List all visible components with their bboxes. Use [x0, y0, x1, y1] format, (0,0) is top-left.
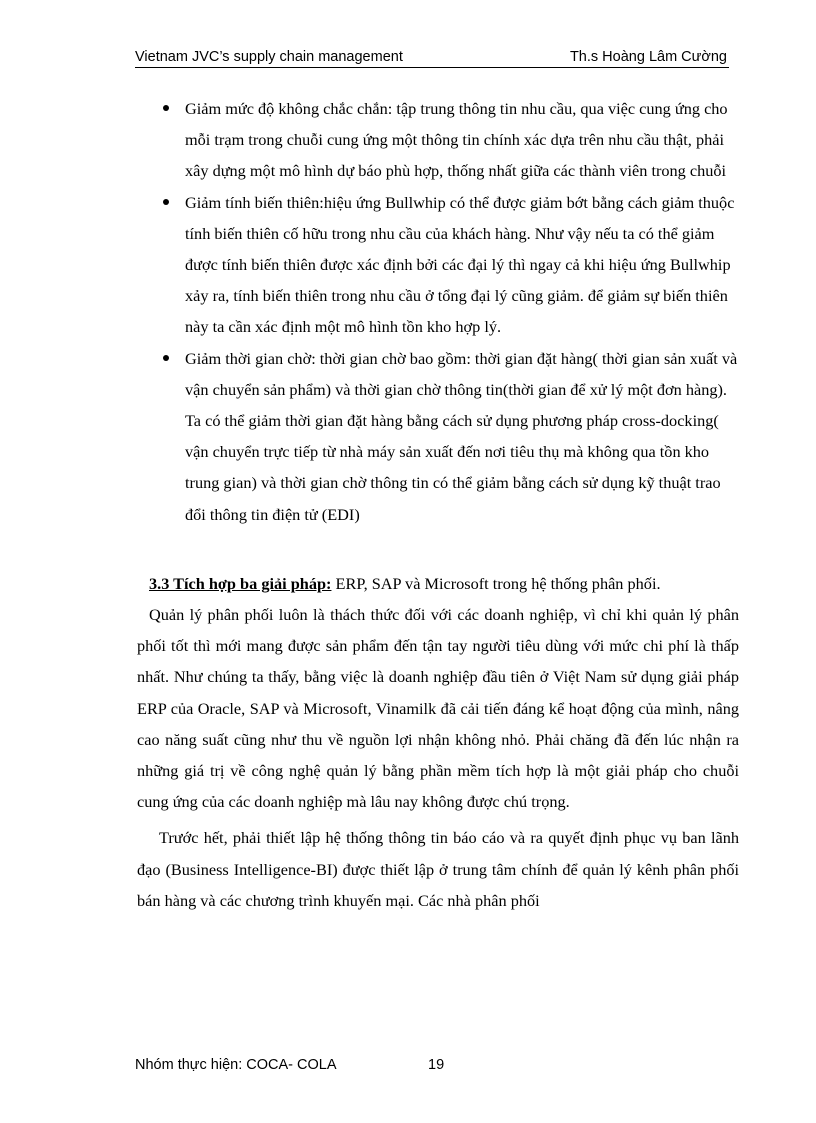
- header-author: Th.s Hoàng Lâm Cường: [569, 49, 727, 65]
- page-header: [135, 49, 729, 68]
- page-content: [137, 93, 739, 916]
- bullet-text: Giảm tính biến thiên:hiệu ứng Bullwhip có thể được giảm bớt bằng cách giảm thuộc tính biến thiên cố hữu trong nhu cầu của khách hàng. Như vậy nếu ta có thể giảm được tính biến thiên được xác định bởi các đại lý thì ngay cả khi hiệu ứng Bullwhip xảy ra, tính biến thiên trong nhu cầu ở tổng đại lý cũng giảm. để giảm sự biến thiên này ta cần xác định một mô hình tồn kho hợp lý.: [185, 192, 735, 337]
- bullet-item: [137, 93, 739, 187]
- paragraph: Trước hết, phải thiết lập hệ thống thông tin báo cáo và ra quyết định phục vụ ban lãnh đạo (Business Intelligence-BI) được thiết lập ở trung tâm chính để quản lý kênh phân phối bán hàng và các chương trình khuyến mại. Các nhà phân phối: [137, 828, 739, 910]
- page-footer: [135, 1057, 445, 1073]
- bullet-list: [137, 93, 739, 530]
- bullet-item: [137, 343, 739, 530]
- bullet-icon: [163, 355, 169, 361]
- bullet-text: Giảm thời gian chờ: thời gian chờ bao gồm: thời gian đặt hàng( thời gian sản xuất và vận chuyển sản phẩm) và thời gian chờ thông tin(thời gian để xử lý một đơn hàng). Ta có thể giảm thời gian đặt hàng bằng cách sử dụng phương pháp cross-docking( vận chuyển trực tiếp từ nhà máy sản xuất đến nơi tiêu thụ mà không qua tồn kho trung gian) và thời gian chờ thông tin có thể giảm bằng cách sử dụng kỹ thuật trao đổi thông tin điện tử (EDI): [185, 348, 738, 524]
- page-number: 19: [428, 1057, 445, 1073]
- bullet-item: [137, 187, 739, 343]
- paragraph: Quản lý phân phối luôn là thách thức đối với các doanh nghiệp, vì chỉ khi quản lý phân phối tốt thì mới mang được sản phẩm đến tận tay người tiêu dùng với mức chi phí là thấp nhất. Như chúng ta thấy, bằng việc là doanh nghiệp đầu tiên ở Việt Nam sử dụng giải pháp ERP của Oracle, SAP và Microsoft, Vinamilk đã cải tiến đáng kể hoạt động của mình, nâng cao năng suất cũng như thu về nguồn lợi nhận không nhỏ. Phải chăng đã đến lúc nhận ra những giá trị về công nghệ quản lý bằng phần mềm tích hợp là một giải pháp cho chuỗi cung ứng của các doanh nghiệp mà lâu nay không được chú trọng.: [137, 605, 739, 812]
- bullet-icon: [163, 105, 169, 111]
- section-heading-line: [137, 568, 739, 599]
- bullet-text: Giảm mức độ không chắc chắn: tập trung thông tin nhu cầu, qua việc cung ứng cho mỗi trạm trong chuỗi cung ứng một thông tin chính xác dựa trên nhu cầu thật, phải xây dựng một mô hình dự báo phù hợp, thống nhất giữa các thành viên trong chuỗi: [185, 99, 728, 181]
- section-heading-rest: ERP, SAP và Microsoft trong hệ thống phân phối.: [331, 573, 661, 593]
- header-title: Vietnam JVC’s supply chain management: [135, 49, 403, 65]
- footer-group: Nhóm thực hiện: COCA- COLA: [135, 1057, 337, 1073]
- section-heading: 3.3 Tích hợp ba giải pháp:: [149, 573, 332, 593]
- section-3-3: [137, 568, 739, 916]
- bullet-icon: [163, 199, 169, 205]
